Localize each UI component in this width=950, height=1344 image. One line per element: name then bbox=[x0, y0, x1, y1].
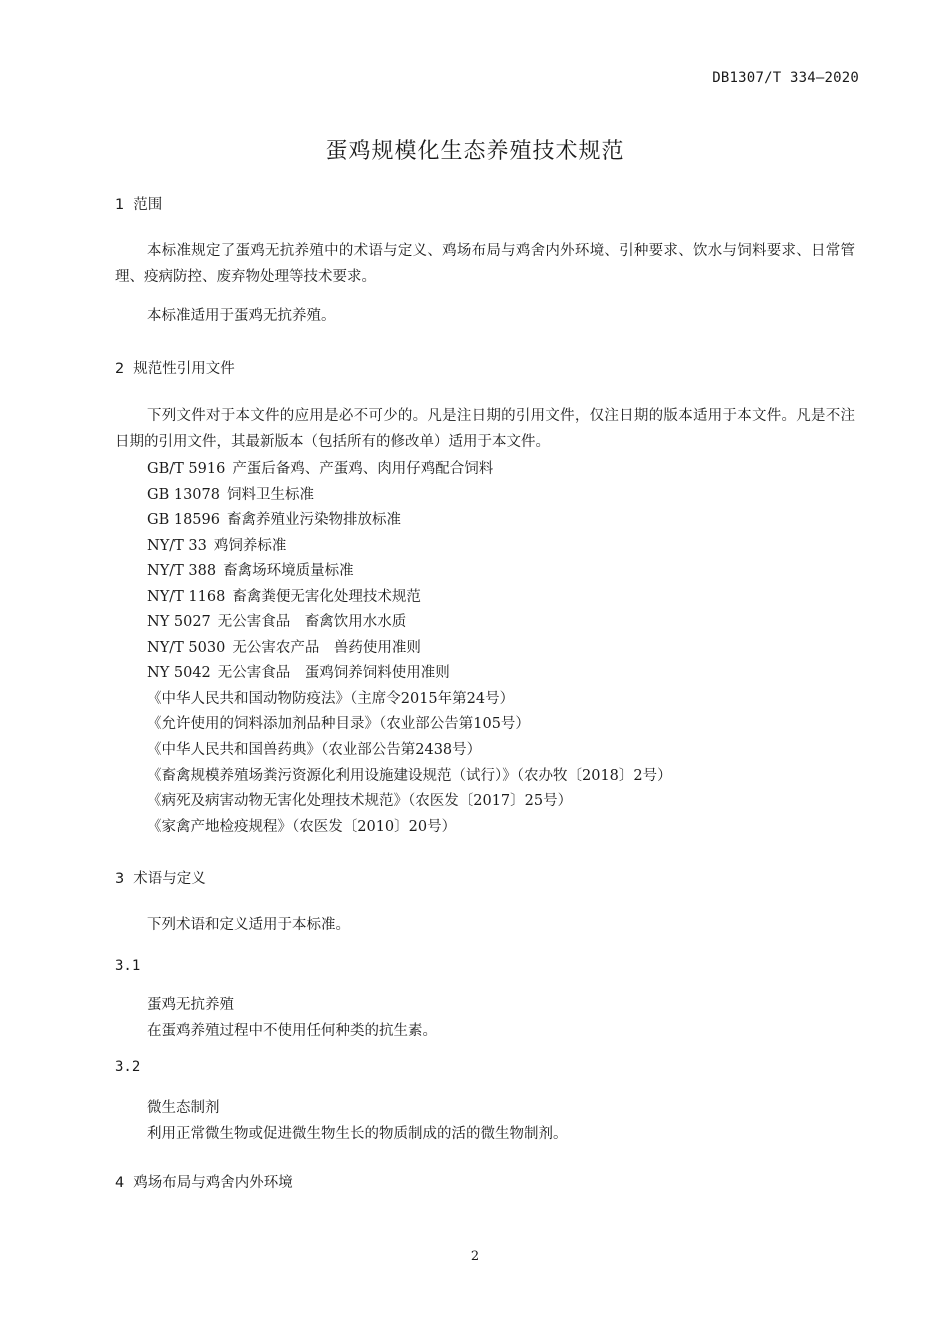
reference-title: 无公害食品 畜禽饮用水水质 bbox=[217, 614, 407, 630]
reference-item bbox=[147, 534, 286, 555]
section-title: 术语与定义 bbox=[133, 871, 206, 887]
reference-item bbox=[147, 559, 354, 580]
regulation-item: 《病死及病害动物无害化处理技术规范》（农医发〔2017〕25号） bbox=[147, 793, 573, 809]
reference-title: 无公害食品 蛋鸡饲养饲料使用准则 bbox=[217, 665, 450, 681]
reference-title: 畜禽场环境质量标准 bbox=[223, 563, 354, 579]
reference-item bbox=[147, 610, 406, 631]
reference-title: 畜禽养殖业污染物排放标准 bbox=[226, 512, 401, 528]
reference-item bbox=[147, 636, 421, 657]
reference-code: NY/T 5030 bbox=[147, 640, 226, 656]
scope-applicability: 本标准适用于蛋鸡无抗养殖。 bbox=[147, 308, 336, 324]
reference-code: GB/T 5916 bbox=[147, 461, 226, 477]
section-title: 规范性引用文件 bbox=[133, 361, 235, 377]
reference-item bbox=[147, 483, 314, 504]
references-intro: 下列文件对于本文件的应用是必不可少的。凡是注日期的引用文件，仅注日期的版本适用于本文件。凡是不注日期的引用文件，其最新版本（包括所有的修改单）适用于本文件。 bbox=[115, 408, 855, 450]
regulation-item: 《家禽产地检疫规程》（农医发〔2010〕20号） bbox=[147, 819, 457, 835]
term-definition: 利用正常微生物或促进微生物生长的物质制成的活的微生物制剂。 bbox=[147, 1126, 568, 1142]
reference-code: NY/T 1168 bbox=[147, 589, 226, 605]
reference-code: NY/T 33 bbox=[147, 538, 207, 554]
reference-code: NY/T 388 bbox=[147, 563, 217, 579]
reference-code: NY 5042 bbox=[147, 665, 211, 681]
section-4-heading bbox=[115, 1171, 293, 1192]
section-title: 鸡场布局与鸡舍内外环境 bbox=[133, 1175, 293, 1191]
reference-title: 无公害农产品 兽药使用准则 bbox=[232, 640, 421, 656]
reference-code: GB 18596 bbox=[147, 512, 220, 528]
reference-code: NY 5027 bbox=[147, 614, 211, 630]
term-name: 微生态制剂 bbox=[147, 1100, 220, 1116]
reference-code: GB 13078 bbox=[147, 487, 220, 503]
section-3-heading bbox=[115, 867, 206, 888]
section-number: 3 bbox=[115, 871, 125, 887]
section-number: 1 bbox=[115, 197, 125, 213]
term-definition: 在蛋鸡养殖过程中不使用任何种类的抗生素。 bbox=[147, 1023, 437, 1039]
regulation-item: 《允许使用的饲料添加剂品种目录》（农业部公告第105号） bbox=[147, 716, 530, 732]
terms-intro: 下列术语和定义适用于本标准。 bbox=[147, 917, 350, 933]
standard-code: DB1307/T 334—2020 bbox=[712, 70, 859, 86]
section-2-heading bbox=[115, 357, 235, 378]
reference-title: 鸡饲养标准 bbox=[213, 538, 287, 554]
regulation-item: 《中华人民共和国动物防疫法》（主席令2015年第24号） bbox=[147, 691, 515, 707]
section-title: 范围 bbox=[133, 197, 163, 213]
reference-item bbox=[147, 661, 450, 682]
section-number: 2 bbox=[115, 361, 125, 377]
section-1-heading bbox=[115, 193, 162, 214]
scope-paragraph: 本标准规定了蛋鸡无抗养殖中的术语与定义、鸡场布局与鸡舍内外环境、引种要求、饮水与饲料要求、日常管理、疫病防控、废弃物处理等技术要求。 bbox=[115, 243, 855, 285]
reference-title: 畜禽粪便无害化处理技术规范 bbox=[232, 589, 421, 605]
document-title: 蛋鸡规模化生态养殖技术规范 bbox=[325, 139, 625, 164]
clause-number: 3.2 bbox=[115, 1059, 141, 1075]
page-number: 2 bbox=[470, 1249, 480, 1264]
reference-title: 产蛋后备鸡、产蛋鸡、肉用仔鸡配合饲料 bbox=[232, 461, 494, 477]
section-number: 4 bbox=[115, 1175, 125, 1191]
reference-title: 饲料卫生标准 bbox=[226, 487, 314, 503]
regulation-item: 《中华人民共和国兽药典》（农业部公告第2438号） bbox=[147, 742, 482, 758]
reference-item bbox=[147, 457, 493, 478]
term-name: 蛋鸡无抗养殖 bbox=[147, 997, 234, 1013]
reference-item bbox=[147, 585, 421, 606]
reference-item bbox=[147, 508, 401, 529]
regulation-item: 《畜禽规模养殖场粪污资源化利用设施建设规范（试行）》（农办牧〔2018〕2号） bbox=[147, 768, 672, 784]
clause-number: 3.1 bbox=[115, 958, 141, 974]
